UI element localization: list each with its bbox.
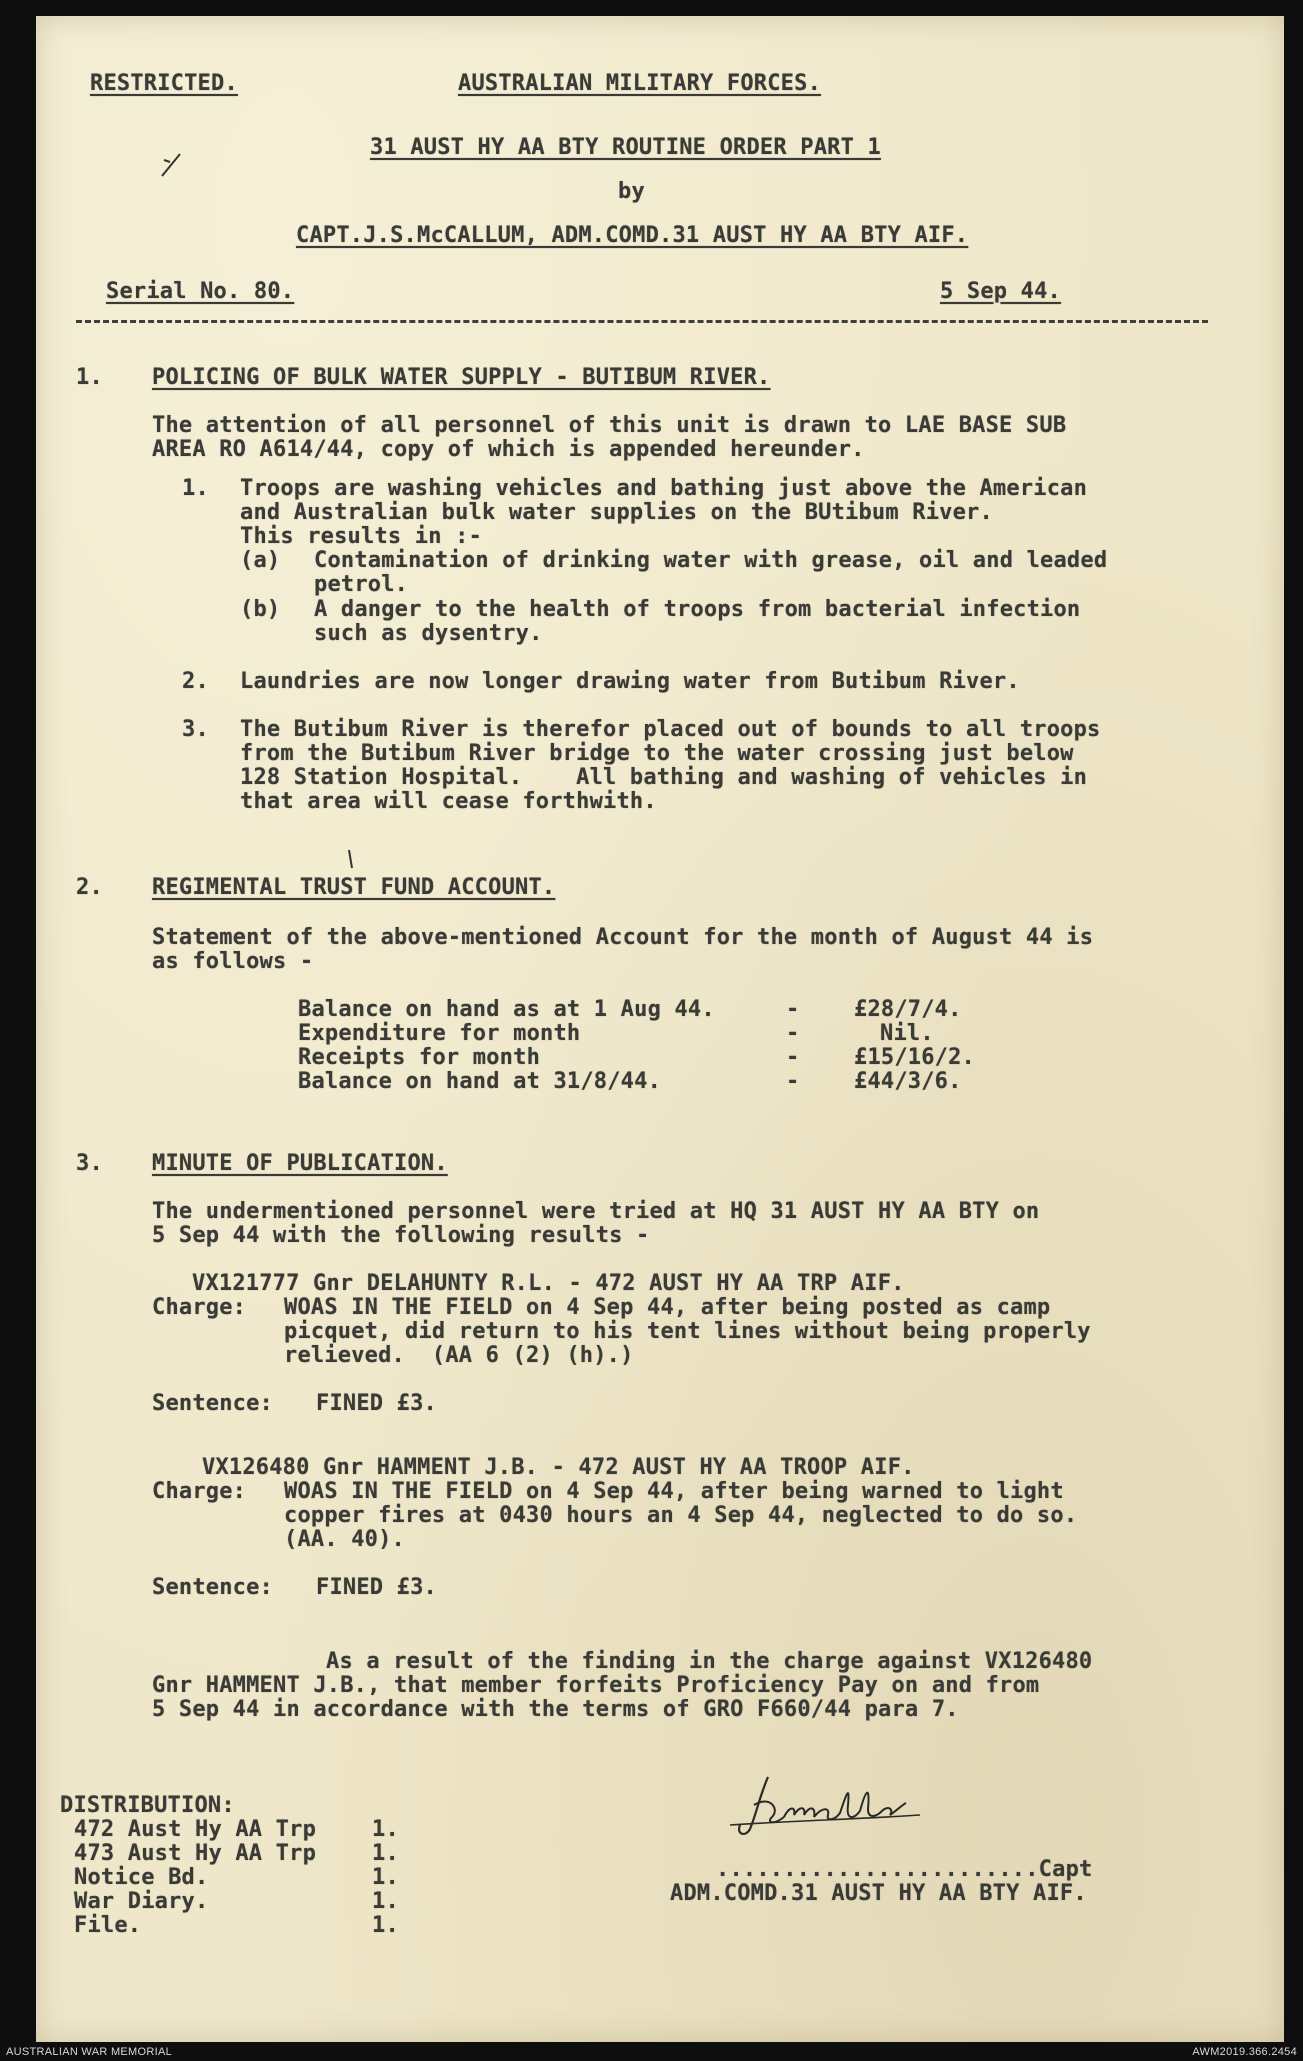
distribution-item: File. <box>74 1913 142 1938</box>
sentence-label: Sentence: <box>152 1391 274 1416</box>
account-row-label: Balance on hand as at 1 Aug 44. <box>298 997 715 1022</box>
subpara-label: (a) <box>240 548 281 573</box>
account-row-dash: - <box>786 1069 800 1094</box>
account-row-label: Receipts for month <box>298 1045 541 1070</box>
section-2-heading: REGIMENTAL TRUST FUND ACCOUNT. <box>152 875 556 900</box>
forfeiture-note-line: As a result of the finding in the charge against VX126480 <box>326 1649 1093 1674</box>
account-row-label: Expenditure for month <box>298 1021 581 1046</box>
section-3-number: 3. <box>76 1151 103 1176</box>
account-row-dash: - <box>786 1045 800 1070</box>
account-row-value: £44/3/6. <box>854 1069 962 1094</box>
forces-heading: AUSTRALIAN MILITARY FORCES. <box>458 71 822 96</box>
account-row-value: £15/16/2. <box>854 1045 976 1070</box>
account-row-value: £28/7/4. <box>854 997 962 1022</box>
section-3-intro-line: The undermentioned personnel were tried at HQ 31 AUST HY AA BTY on <box>152 1199 1040 1224</box>
case-1-accused: VX121777 Gnr DELAHUNTY R.L. - 472 AUST HY AA TRP AIF. <box>192 1271 905 1296</box>
distribution-item: 472 Aust Hy AA Trp <box>74 1817 317 1842</box>
pencil-mark <box>158 150 186 182</box>
para-3-line: The Butibum River is therefor placed out of bounds to all troops <box>240 717 1101 742</box>
para-1-line: This results in :- <box>240 524 483 549</box>
case-1-charge-line: relieved. (AA 6 (2) (h).) <box>284 1343 634 1368</box>
subpara-b-line: A danger to the health of troops from bacterial infection <box>314 597 1081 622</box>
para-number: 3. <box>182 717 209 742</box>
case-1-charge-line: WOAS IN THE FIELD on 4 Sep 44, after being posted as camp <box>284 1295 1051 1320</box>
section-1-heading: POLICING OF BULK WATER SUPPLY - BUTIBUM RIVER. <box>152 365 771 390</box>
para-1-line: Troops are washing vehicles and bathing just above the American <box>240 476 1088 501</box>
case-2-charge-line: WOAS IN THE FIELD on 4 Sep 44, after being warned to light <box>284 1479 1064 1504</box>
case-1-sentence: FINED £3. <box>316 1391 438 1416</box>
account-row-dash: - <box>786 1021 800 1046</box>
order-date: 5 Sep 44. <box>940 279 1062 304</box>
para-2-text: Laundries are now longer drawing water from Butibum River. <box>240 669 1020 694</box>
charge-label: Charge: <box>152 1479 247 1504</box>
sentence-label: Sentence: <box>152 1575 274 1600</box>
case-2-accused: VX126480 Gnr HAMMENT J.B. - 472 AUST HY AA TROOP AIF. <box>202 1455 915 1480</box>
distribution-item: Notice Bd. <box>74 1865 209 1890</box>
para-3-line: 128 Station Hospital. All bathing and washing of vehicles in <box>240 765 1088 790</box>
distribution-label: DISTRIBUTION: <box>60 1793 235 1818</box>
para-1-line: and Australian bulk water supplies on the BUtibum River. <box>240 500 993 525</box>
subpara-a-line: petrol. <box>314 572 409 597</box>
distribution-qty: 1. <box>372 1841 399 1866</box>
subpara-b-line: such as dysentry. <box>314 621 543 646</box>
account-row-value: Nil. <box>880 1021 934 1046</box>
para-number: 2. <box>182 669 209 694</box>
subpara-label: (b) <box>240 597 281 622</box>
by-line: by <box>618 179 645 204</box>
para-3-line: that area will cease forthwith. <box>240 789 657 814</box>
distribution-qty: 1. <box>372 1889 399 1914</box>
case-2-sentence: FINED £3. <box>316 1575 438 1600</box>
section-2-intro-line: Statement of the above-mentioned Account for the month of August 44 is <box>152 925 1094 950</box>
account-row-label: Balance on hand at 31/8/44. <box>298 1069 662 1094</box>
account-row-dash: - <box>786 997 800 1022</box>
serial-number: Serial No. 80. <box>106 279 295 304</box>
distribution-qty: 1. <box>372 1913 399 1938</box>
pencil-tick <box>346 848 356 870</box>
authority-line: CAPT.J.S.McCALLUM, ADM.COMD.31 AUST HY AA BTY AIF. <box>296 223 969 248</box>
section-1-intro-line: The attention of all personnel of this unit is drawn to LAE BASE SUB <box>152 413 1067 438</box>
forfeiture-note-line: 5 Sep 44 in accordance with the terms of GRO F660/44 para 7. <box>152 1697 959 1722</box>
distribution-qty: 1. <box>372 1817 399 1842</box>
distribution-item: War Diary. <box>74 1889 209 1914</box>
charge-label: Charge: <box>152 1295 247 1320</box>
distribution-qty: 1. <box>372 1865 399 1890</box>
section-1-intro-line: AREA RO A614/44, copy of which is appended hereunder. <box>152 437 865 462</box>
section-3-intro-line: 5 Sep 44 with the following results - <box>152 1223 650 1248</box>
section-2-intro-line: as follows - <box>152 949 314 974</box>
section-3-heading: MINUTE OF PUBLICATION. <box>152 1151 448 1176</box>
order-title: 31 AUST HY AA BTY ROUTINE ORDER PART 1 <box>370 135 881 160</box>
classification: RESTRICTED. <box>90 71 238 96</box>
header-rule <box>76 320 1208 323</box>
case-2-charge-line: (AA. 40). <box>284 1527 406 1552</box>
case-1-charge-line: picquet, did return to his tent lines without being properly <box>284 1319 1091 1344</box>
distribution-item: 473 Aust Hy AA Trp <box>74 1841 317 1866</box>
handwritten-signature <box>710 1765 930 1845</box>
signatory-title: ADM.COMD.31 AUST HY AA BTY AIF. <box>670 1881 1087 1906</box>
section-1-number: 1. <box>76 365 103 390</box>
case-2-charge-line: copper fires at 0430 hours an 4 Sep 44, neglected to do so. <box>284 1503 1078 1528</box>
para-3-line: from the Butibum River bridge to the water crossing just below <box>240 741 1074 766</box>
footer-left-label: AUSTRALIAN WAR MEMORIAL <box>6 2046 173 2058</box>
subpara-a-line: Contamination of drinking water with grease, oil and leaded <box>314 548 1108 573</box>
footer-right-label: AWM2019.366.2454 <box>1192 2046 1297 2058</box>
para-number: 1. <box>182 476 209 501</box>
signature-dots: ........................Capt <box>716 1857 1093 1882</box>
forfeiture-note-line: Gnr HAMMENT J.B., that member forfeits Proficiency Pay on and from <box>152 1673 1040 1698</box>
section-2-number: 2. <box>76 875 103 900</box>
